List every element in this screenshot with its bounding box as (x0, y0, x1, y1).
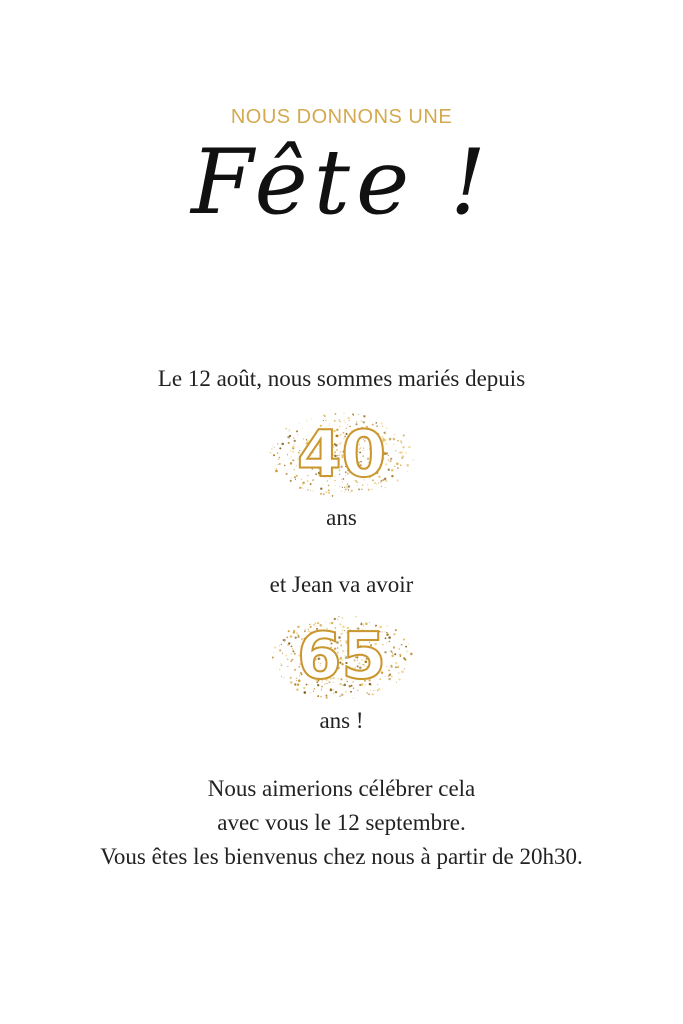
number-65-badge (0, 612, 683, 702)
years-unit-1: ans (326, 505, 357, 530)
years-unit-2: ans ! (319, 708, 364, 733)
closing-line-3: Vous êtes les bienvenus chez nous à partir de 20h30. (100, 844, 583, 869)
glitter-65 (267, 612, 417, 702)
kicker-text: NOUS DONNONS UNE (230, 106, 453, 128)
closing-line-2: avec vous le 12 septembre. (217, 810, 466, 835)
years-married-number: 40 (296, 418, 387, 492)
closing-line-1: Nous aimerions célébrer cela (207, 776, 476, 801)
glitter-40 (267, 410, 417, 500)
number-40-badge (0, 410, 683, 500)
age-line: et Jean va avoir (269, 572, 414, 597)
age-number: 65 (296, 620, 387, 694)
page-title: Fête ! (191, 130, 492, 235)
intro-line: Le 12 août, nous sommes mariés depuis (157, 366, 526, 391)
